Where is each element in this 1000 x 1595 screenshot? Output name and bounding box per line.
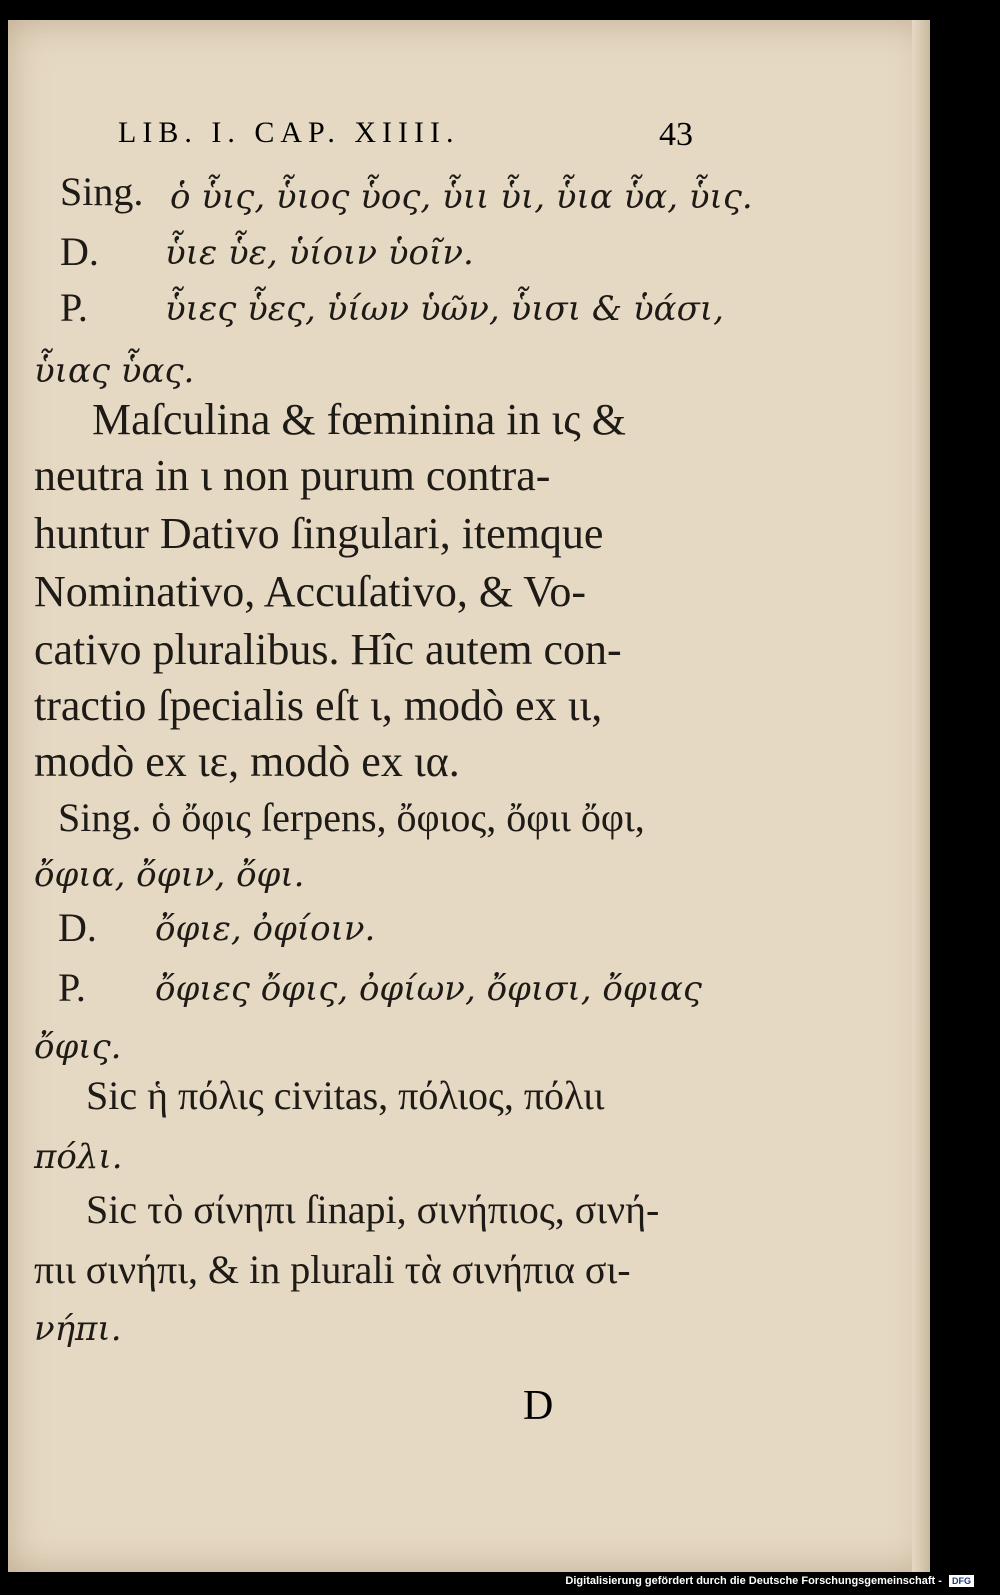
page-number: 43 (659, 116, 693, 153)
running-head-title: LIB. I. CAP. XIIII. (118, 116, 460, 149)
paradigm-label: D. (58, 905, 97, 950)
text-line: cativo pluralibus. Hîc autem con- (34, 625, 622, 674)
funding-text: Digitalisierung gefördert durch die Deutsche Forschungsgemeinschaft - (565, 1575, 942, 1587)
paradigm-forms: ὗιες ὗες, ὑίων ὑῶν, ὗισι & ὑάσι, (165, 289, 724, 329)
running-head (118, 116, 693, 156)
paradigm-label: P. (58, 965, 86, 1010)
paradigm-line-cont: ὗιας ὗας. (34, 351, 195, 391)
paradigm-line-sing: Sing. ὁ ὄφις ſerpens, ὄφιος, ὄφιι ὄφι, (58, 795, 645, 840)
text-line: Nominativo, Accuſativo, & Vo- (34, 567, 586, 616)
text-line: πιι σινήπι, & in plurali τὰ σινήπια σι- (34, 1247, 631, 1292)
catchword: D (523, 1383, 554, 1429)
text-line: modò ex ιε, modò ex ια. (34, 737, 460, 786)
page-edge (912, 20, 930, 1572)
paradigm-label: Sing. (60, 169, 144, 214)
text-line: Maſculina & fœminina in ις & (92, 395, 626, 444)
text-line: tractio ſpecialis eſt ι, modò ex ιι, (34, 681, 603, 730)
book-page (8, 20, 930, 1572)
text-line: Sic ἡ πόλις civitas, πόλιος, πόλιι (86, 1073, 605, 1118)
paradigm-line-cont: ὄφις. (34, 1027, 122, 1067)
paradigm-forms: ὁ ὗις, ὗιος ὗος, ὗιι ὗι, ὗια ὗα, ὗις. (170, 177, 753, 217)
paradigm-line-cont: ὄφια, ὄφιν, ὄφι. (34, 855, 305, 895)
paradigm-line-cont: πόλι. (34, 1137, 123, 1177)
text-line: neutra in ι non purum contra- (34, 451, 551, 500)
dfg-logo: DFG (949, 1575, 974, 1587)
paradigm-forms: ὗιε ὗε, ὑίοιν ὑοῖν. (165, 233, 474, 273)
paradigm-label: P. (60, 285, 88, 330)
paradigm-forms: ὄφιε, ὀφίοιν. (155, 909, 376, 949)
paradigm-line-cont: νήπι. (34, 1309, 122, 1349)
paradigm-forms: ὄφιες ὄφις, ὀφίων, ὄφισι, ὄφιας (155, 969, 702, 1009)
text-line: Sic τὸ σίνηπι ſinapi, σινήπιος, σινή- (86, 1187, 660, 1232)
text-line: huntur Dativo ſingulari, itemque (34, 509, 604, 558)
paradigm-label: D. (60, 229, 99, 274)
funding-notice (565, 1575, 974, 1589)
